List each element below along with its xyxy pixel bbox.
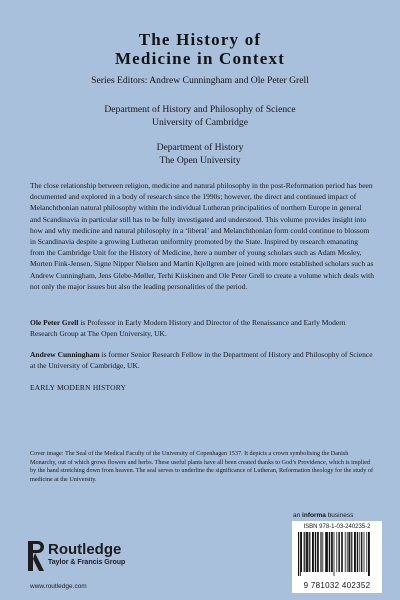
barcode-bar bbox=[298, 532, 299, 576]
barcode-bar bbox=[350, 532, 351, 572]
author-bio-grell bbox=[30, 317, 374, 339]
barcode-bar bbox=[338, 532, 339, 572]
barcode-bar bbox=[322, 532, 323, 572]
barcode-bar bbox=[336, 532, 337, 572]
barcode-bar bbox=[320, 532, 321, 572]
barcode-bar bbox=[359, 532, 360, 572]
barcode-bar bbox=[300, 532, 301, 576]
barcode-bar bbox=[309, 532, 310, 572]
informa-brand: informa bbox=[302, 512, 326, 519]
publisher-name: Routledge bbox=[48, 541, 122, 558]
barcode-bar bbox=[312, 532, 313, 572]
barcode-bar bbox=[318, 532, 319, 572]
series-title bbox=[0, 30, 400, 68]
barcode-bar bbox=[339, 532, 340, 572]
department-open-university bbox=[0, 142, 400, 167]
barcode-icon bbox=[298, 532, 376, 576]
barcode-bar bbox=[315, 532, 316, 572]
barcode-bar bbox=[355, 532, 356, 572]
bio-text-cunningham: is former Senior Research Fellow in the Department of History and Philosophy of Science at the University of Cambridge, UK. bbox=[30, 350, 373, 371]
department-cambridge bbox=[0, 104, 400, 129]
series-title-line-1: The History of bbox=[138, 30, 262, 49]
barcode-bar bbox=[345, 532, 346, 572]
barcode-bar bbox=[306, 532, 307, 572]
barcode-bar bbox=[327, 532, 328, 572]
barcode-bar bbox=[332, 532, 333, 572]
bio-text-grell: is Professor in Early Modern History and Director of the Renaissance and Early Modern Research Group at The Open University, UK. bbox=[30, 318, 346, 339]
barcode-bar bbox=[329, 532, 330, 572]
department-cambridge-line-2: University of Cambridge bbox=[152, 116, 248, 128]
barcode-bar bbox=[361, 532, 362, 572]
barcode-bar bbox=[354, 532, 355, 572]
department-open-university-line-2: The Open University bbox=[159, 154, 241, 166]
barcode-bar bbox=[334, 532, 335, 576]
barcode-bar bbox=[351, 532, 352, 572]
informa-suffix: business bbox=[325, 512, 354, 519]
cover-image-note bbox=[30, 450, 374, 484]
book-blurb bbox=[30, 180, 374, 292]
informa-prefix: an bbox=[293, 512, 303, 519]
barcode-bar bbox=[357, 532, 358, 572]
barcode-number: 9 781032 402352 bbox=[303, 581, 371, 590]
barcode-bar bbox=[342, 532, 343, 572]
barcode-bar bbox=[348, 532, 349, 572]
department-cambridge-line-1: Department of History and Philosophy of Science bbox=[104, 104, 296, 115]
barcode-bar bbox=[325, 532, 326, 572]
barcode-box bbox=[292, 521, 382, 593]
barcode-bar bbox=[331, 532, 332, 572]
barcode-bar bbox=[364, 532, 365, 572]
barcode-bar bbox=[313, 532, 314, 572]
series-title-line-2: Medicine in Context bbox=[114, 49, 286, 68]
bio-name-grell: Ole Peter Grell bbox=[30, 318, 79, 327]
barcode-bar bbox=[301, 532, 302, 572]
isbn-label: ISBN 978-1-03-240235-2 bbox=[303, 524, 371, 530]
barcode-bar bbox=[366, 532, 367, 572]
author-bio-cunningham bbox=[30, 349, 374, 371]
informa-business-tag bbox=[293, 512, 353, 519]
barcode-bar bbox=[347, 532, 348, 572]
barcode-bar bbox=[341, 532, 342, 572]
department-open-university-line-1: Department of History bbox=[156, 142, 244, 153]
bio-name-cunningham: Andrew Cunningham bbox=[30, 350, 100, 359]
barcode-bar bbox=[304, 532, 305, 572]
subject-category: EARLY MODERN HISTORY bbox=[30, 383, 127, 392]
barcode-bar bbox=[317, 532, 318, 572]
blurb-text: The close relationship between religion, medicine and natural philosophy in the post-Reformation period has been documented and explored in a body of research since the 1990s; however, the direct and continued impact of Melanchthonian natural philosophy within the individual Lutheran principalities of northern Europe in general and Scandinavia in particular still has to be fully investigated and understood. This volume provides insight into how and why medicine and natural philosophy in a ‘liberal’ and Melanchthonian form could continue to blossom in Scandinavia despite a growing Lutheran uniformity promoted by the State. Inspired by research emanating from the Cambridge Unit for the History of Medicine, here a number of young scholars such as Adam Mosley, Morten Fink-Jensen, Signe Nipper Nielsen and Martin Kjellgren are joined with more established scholars such as Andrew Cunningham, Jens Glebe-Møller, Terhi Kiiskinen and Ole Peter Grell to create a volume which deals with not only the major issues but also the leading personalities of the period. bbox=[30, 181, 374, 291]
barcode-bar bbox=[369, 532, 370, 576]
barcode-bar bbox=[308, 532, 309, 572]
barcode-bar bbox=[362, 532, 363, 572]
routledge-r-icon bbox=[28, 541, 44, 571]
series-editors: Series Editors: Andrew Cunningham and Ole Peter Grell bbox=[91, 75, 309, 86]
publisher-group: Taylor & Francis Group bbox=[48, 559, 126, 566]
barcode-bar bbox=[326, 532, 327, 572]
publisher-website: www.routledge.com bbox=[30, 583, 87, 590]
cover-note-text: Cover image: The Seal of the Medical Faculty of the University of Copenhagen 1537. It depicts a crown symbolising the Danish Monarchy, out of which grows flowers and herbs. These useful plants have all been created thanks to God’s Providence, which is implied by the hand stretching down from heaven. The seal serves to underline the significance of Lutheran, Reformation theology for the study of medicine at the University. bbox=[30, 450, 374, 483]
barcode-bar bbox=[368, 532, 369, 576]
barcode-bar bbox=[306, 532, 307, 572]
